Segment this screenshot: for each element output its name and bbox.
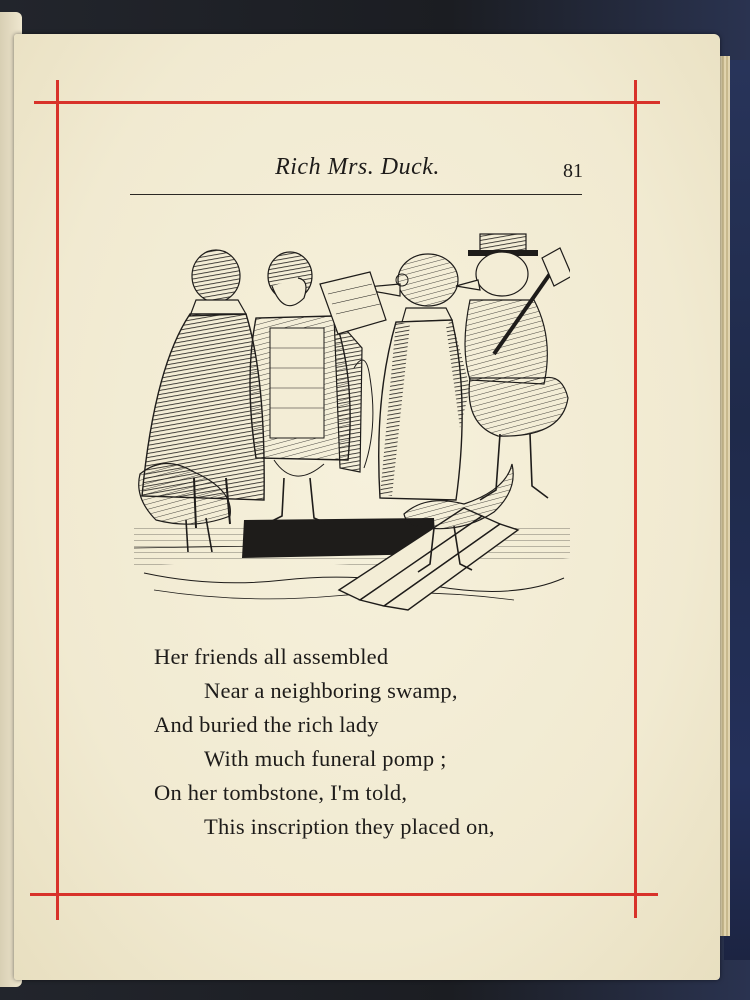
top-hat-duck-with-shovel	[456, 234, 570, 500]
border-rule-left	[56, 80, 59, 920]
page-title: Rich Mrs. Duck.	[275, 154, 440, 180]
border-rule-bottom	[30, 893, 658, 896]
running-head	[130, 150, 585, 194]
verse-line: This inscription they placed on,	[204, 814, 495, 839]
header-rule	[130, 194, 582, 195]
verse-line: Her friends all assembled	[154, 644, 389, 669]
border-rule-right	[634, 80, 637, 918]
funeral-illustration	[134, 228, 570, 618]
border-rule-top	[34, 101, 660, 104]
verse-line: And buried the rich lady	[154, 712, 379, 737]
verse-line: On her tombstone, I'm told,	[154, 780, 408, 805]
verse-line: With much funeral pomp ;	[204, 746, 447, 771]
verse-line: Near a neighboring swamp,	[204, 678, 458, 703]
page-number: 81	[563, 160, 583, 182]
